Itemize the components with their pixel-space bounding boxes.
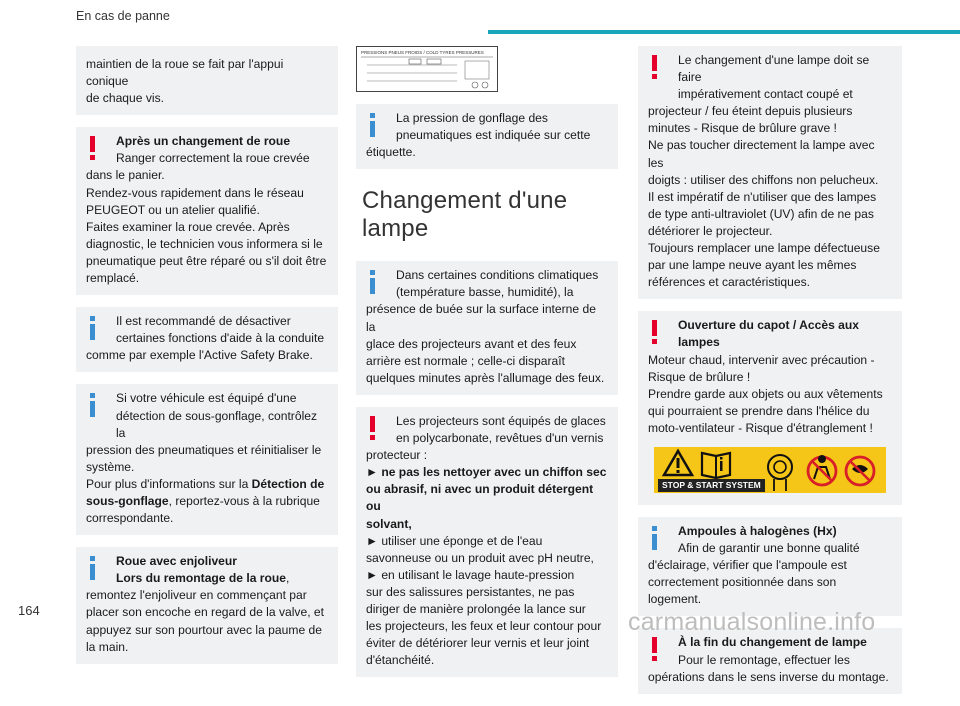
- text-line: opérations dans le sens inverse du montage.: [648, 669, 889, 684]
- text-line: projecteur / feu éteint depuis plusieurs: [648, 104, 853, 119]
- box-title: Ouverture du capot / Accès aux: [678, 318, 860, 333]
- warning-icon: [648, 55, 662, 79]
- text-line: Moteur chaud, intervenir avec précaution -: [648, 352, 875, 367]
- box-title: Ampoules à halogènes (Hx): [678, 523, 837, 538]
- note-box-wheel-fixing: [76, 46, 338, 115]
- info-icon: [86, 393, 100, 417]
- text-line: remplacé.: [86, 271, 140, 286]
- text-line: moto-ventilateur - Risque d'étranglement !: [648, 420, 873, 435]
- info-box-condensation: [356, 261, 618, 395]
- text-line: Prendre garde aux objets ou aux vêtements: [648, 386, 883, 401]
- text-line: Faites examiner la roue crevée. Après: [86, 219, 290, 234]
- text-line: glace des projecteurs avant et des feux: [366, 336, 577, 351]
- text-line: impérativement contact coupé et: [678, 87, 853, 102]
- text-line: de chaque vis.: [86, 91, 164, 106]
- text-line: présence de buée sur la surface interne de la: [366, 302, 596, 334]
- info-box-tyre-pressure: [356, 104, 618, 169]
- text-line: étiquette.: [366, 145, 416, 160]
- text-line: ► en utilisant le lavage haute-pression: [366, 567, 575, 582]
- text-line: solvant,: [366, 516, 412, 531]
- info-box-driving-aids: [76, 307, 338, 372]
- text-line: pression des pneumatiques et réinitialiser le: [86, 442, 322, 457]
- text-line: pneumatiques est indiquée sur cette: [396, 128, 591, 143]
- text-line: quelques minutes après l'allumage des feux.: [366, 370, 605, 385]
- sticker-text: PRESSIONS PNEUS FROIDS / COLD TYRES PRESSURES: [361, 50, 484, 55]
- warning-box-lamp-change: [638, 46, 902, 299]
- text-line: remontez l'enjoliveur en commençant par: [86, 588, 307, 603]
- text-line: éviter de détériorer leur vernis et leur joint: [366, 636, 590, 651]
- text-line: placer son encoche en regard de la valve, et: [86, 605, 324, 620]
- text-line: Il est impératif de n'utiliser que des lampes: [648, 189, 877, 204]
- tyre-pressure-label-image: [356, 46, 498, 92]
- warning-box-bonnet: [638, 311, 902, 505]
- column-3: [638, 46, 902, 706]
- info-box-underinflation: [76, 384, 338, 535]
- text-line: PEUGEOT ou un atelier qualifié.: [86, 202, 260, 217]
- section-title: En cas de panne: [76, 9, 170, 23]
- text-line: protecteur :: [366, 448, 428, 463]
- text-line: la main.: [86, 639, 129, 654]
- text-line: correspondante.: [86, 511, 174, 526]
- text-line: certaines fonctions d'aide à la conduite: [116, 331, 325, 346]
- text-line: Dans certaines conditions climatiques: [396, 268, 599, 283]
- info-icon: [366, 270, 380, 294]
- warning-icon: [648, 320, 662, 344]
- text-line: d'étanchéité.: [366, 653, 435, 668]
- column-1: [76, 46, 338, 676]
- text-line: Pour plus d'informations sur la Détection de: [86, 476, 325, 491]
- text-line: comme par exemple l'Active Safety Brake.: [86, 348, 313, 363]
- text-line: diriger de manière prolongée la lance sur: [366, 601, 586, 616]
- info-icon: [648, 526, 662, 550]
- text-line: Rendez-vous rapidement dans le réseau: [86, 185, 304, 200]
- text-line: maintien de la roue se fait par l'appui conique: [86, 57, 284, 89]
- text-line: en polycarbonate, revêtues d'un vernis: [396, 431, 604, 446]
- info-icon: [86, 556, 100, 580]
- text-line: les projecteurs, les feux et leur contour pour: [366, 619, 602, 634]
- text-line: diagnostic, le technicien vous informera si le: [86, 236, 323, 251]
- text-line: Ne pas toucher directement la lampe avec les: [648, 138, 875, 170]
- text-line: qui pourraient se prendre dans l'hélice du: [648, 403, 870, 418]
- text-line: Si votre véhicule est équipé d'une: [116, 391, 297, 406]
- warning-box-after-wheel-change: [76, 127, 338, 295]
- text-line: Toujours remplacer une lampe défectueuse: [648, 241, 880, 256]
- text-line: arrière est normale ; celle-ci disparaît: [366, 353, 565, 368]
- text-line: sur des salissures persistantes, ne pas: [366, 584, 575, 599]
- text-line: de type anti-ultraviolet (UV) afin de ne pas: [648, 206, 874, 221]
- box-title: À la fin du changement de lampe: [678, 635, 867, 650]
- text-line: appuyez sur son pourtour avec la paume de: [86, 622, 322, 637]
- info-box-halogen: [638, 517, 902, 616]
- text-line: dans le panier.: [86, 168, 165, 183]
- page-number: 164: [18, 603, 40, 618]
- header-accent-bar: [488, 30, 960, 34]
- text-line: par une lampe neuve ayant les mêmes: [648, 258, 857, 273]
- text-line: Ranger correctement la roue crevée: [116, 151, 310, 166]
- text-line: minutes - Risque de brûlure grave !: [648, 121, 837, 136]
- text-line: Lors du remontage de la roue,: [116, 571, 290, 586]
- warning-icon: [366, 416, 380, 440]
- text-line: d'éclairage, vérifier que l'ampoule est: [648, 558, 847, 573]
- text-line: doigts : utiliser des chiffons non pelucheux.: [648, 172, 879, 187]
- stop-start-label: STOP & START SYSTEM: [658, 479, 765, 492]
- stop-start-warning-panel: [654, 447, 886, 493]
- box-title: Après un changement de roue: [116, 134, 291, 149]
- box-title: lampes: [678, 335, 720, 350]
- text-line: ► ne pas les nettoyer avec un chiffon sec: [366, 465, 607, 480]
- column-2: [356, 46, 618, 689]
- text-line: Les projecteurs sont équipés de glaces: [396, 413, 606, 428]
- warning-icon: [86, 136, 100, 160]
- info-icon: [86, 316, 100, 340]
- text-line: correctement positionnée dans son logement.: [648, 575, 837, 607]
- text-line: ► utiliser une éponge et de l'eau: [366, 533, 543, 548]
- text-line: Pour le remontage, effectuer les: [678, 652, 850, 667]
- text-line: sous-gonflage, reportez-vous à la rubrique: [86, 493, 320, 508]
- text-line: (température basse, humidité), la: [396, 285, 574, 300]
- text-line: ou abrasif, ni avec un produit détergent ou: [366, 482, 594, 514]
- warning-icon: [648, 637, 662, 661]
- text-line: pneumatique peut être réparé ou s'il doit être: [86, 253, 327, 268]
- text-line: Il est recommandé de désactiver: [116, 314, 291, 329]
- warning-box-end-of-change: [638, 628, 902, 693]
- tyre-label-drawing: [357, 47, 497, 91]
- info-box-hubcap: [76, 547, 338, 664]
- box-title: Roue avec enjoliveur: [116, 554, 237, 569]
- section-heading: Changement d'une lampe: [362, 187, 568, 243]
- text-line: savonneuse ou un produit avec pH neutre,: [366, 550, 594, 565]
- text-line: Le changement d'une lampe doit se faire: [678, 53, 870, 85]
- text-line: La pression de gonflage des: [396, 111, 548, 125]
- watermark: carmanualsonline.info: [628, 608, 876, 636]
- warning-box-polycarbonate: [356, 407, 618, 677]
- text-line: Afin de garantir une bonne qualité: [678, 541, 860, 556]
- text-line: références et caractéristiques.: [648, 275, 810, 290]
- text-line: détériorer le projecteur.: [648, 223, 773, 238]
- text-line: système.: [86, 459, 135, 474]
- text-line: Risque de brûlure !: [648, 369, 751, 384]
- info-icon: [366, 113, 380, 137]
- text-line: détection de sous-gonflage, contrôlez la: [116, 408, 318, 440]
